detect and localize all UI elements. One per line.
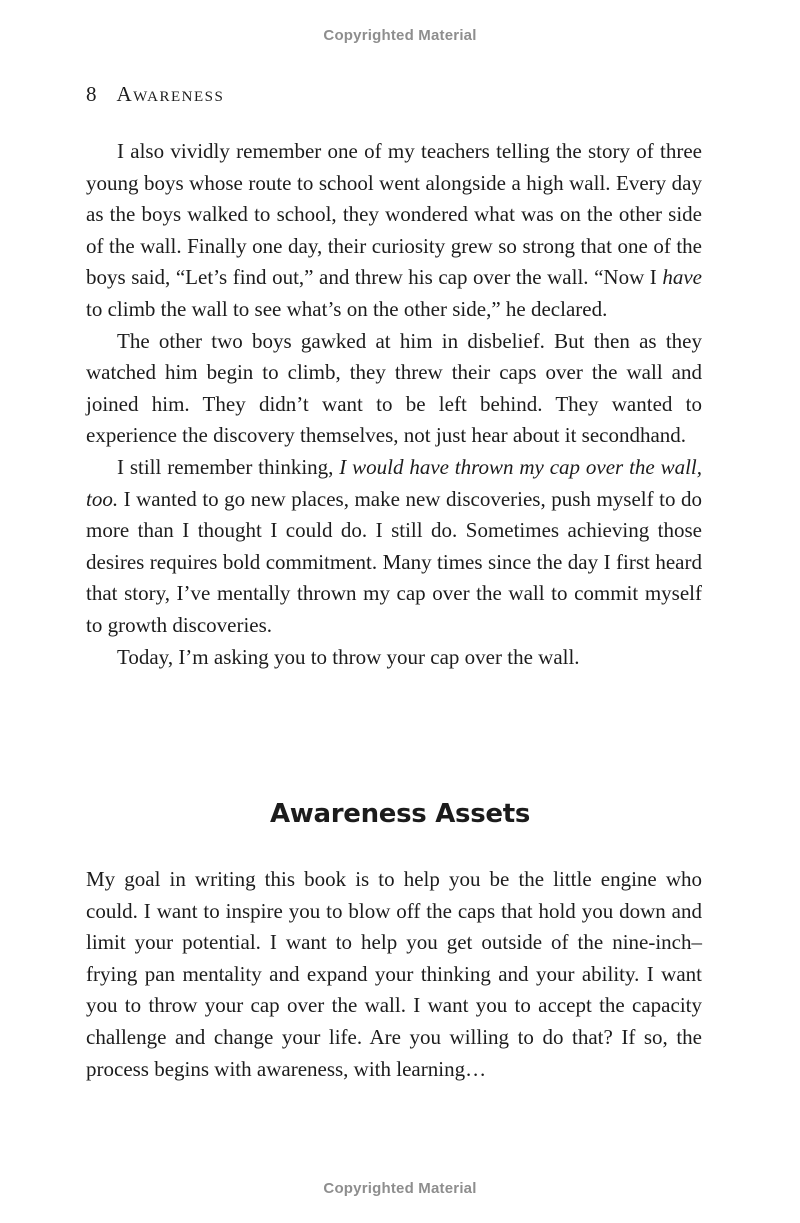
paragraph-reflection: I still remember thinking, I would have thrown my cap over the wall, too. I wanted to go new places, make new discoveries, push myself to do more than I thought I could do. I still do. Sometimes achieving those desires requires bold commitment. Many times since the day I first heard that story, I’ve mentally thrown my cap over the wall to commit myself to growth discoveries.: [86, 454, 702, 637]
section-body: [86, 864, 702, 1085]
chapter-title: Awareness: [116, 82, 225, 106]
paragraph-other-boys: The other two boys gawked at him in disbelief. But then as they watched him begin to climb, they threw their caps over the wall and joined him. They didn’t want to be left behind. They wanted to experience the discovery themselves, not just hear about it secondhand.: [86, 328, 702, 448]
emphasis-have: have: [662, 265, 702, 290]
paragraph-goal: My goal in writing this book is to help you be the little engine who could. I want to inspire you to blow off the caps that hold you down and limit your potential. I want to help you get outside of the nine-inch–frying pan mentality and expand your thinking and your ability. I want you to throw your cap over the wall. I want you to accept the capacity challenge and change your life. Are you willing to do that? If so, the process begins with awareness, with learning…: [86, 867, 702, 1081]
copyright-watermark-top: Copyrighted Material: [323, 27, 477, 44]
emphasis-thought: I would have thrown my cap over the wall, too.: [86, 454, 702, 511]
running-head: [86, 82, 224, 107]
copyright-watermark-bottom: Copyrighted Material: [323, 1180, 477, 1197]
page-number: 8: [86, 82, 97, 106]
section-heading: Awareness Assets: [269, 799, 531, 829]
paragraph-story-intro: I also vividly remember one of my teachers telling the story of three young boys whose route to school went alongside a high wall. Every day as the boys walked to school, they wondered what was on the other side of the wall. Finally one day, their curiosity grew so strong that one of the boys said, “Let’s find out,” and threw his cap over the wall. “Now I have to climb the wall to see what’s on the other side,” he declared.: [86, 139, 702, 321]
paragraph-call-to-action: Today, I’m asking you to throw your cap over the wall.: [117, 644, 580, 669]
body-text: [86, 136, 702, 673]
